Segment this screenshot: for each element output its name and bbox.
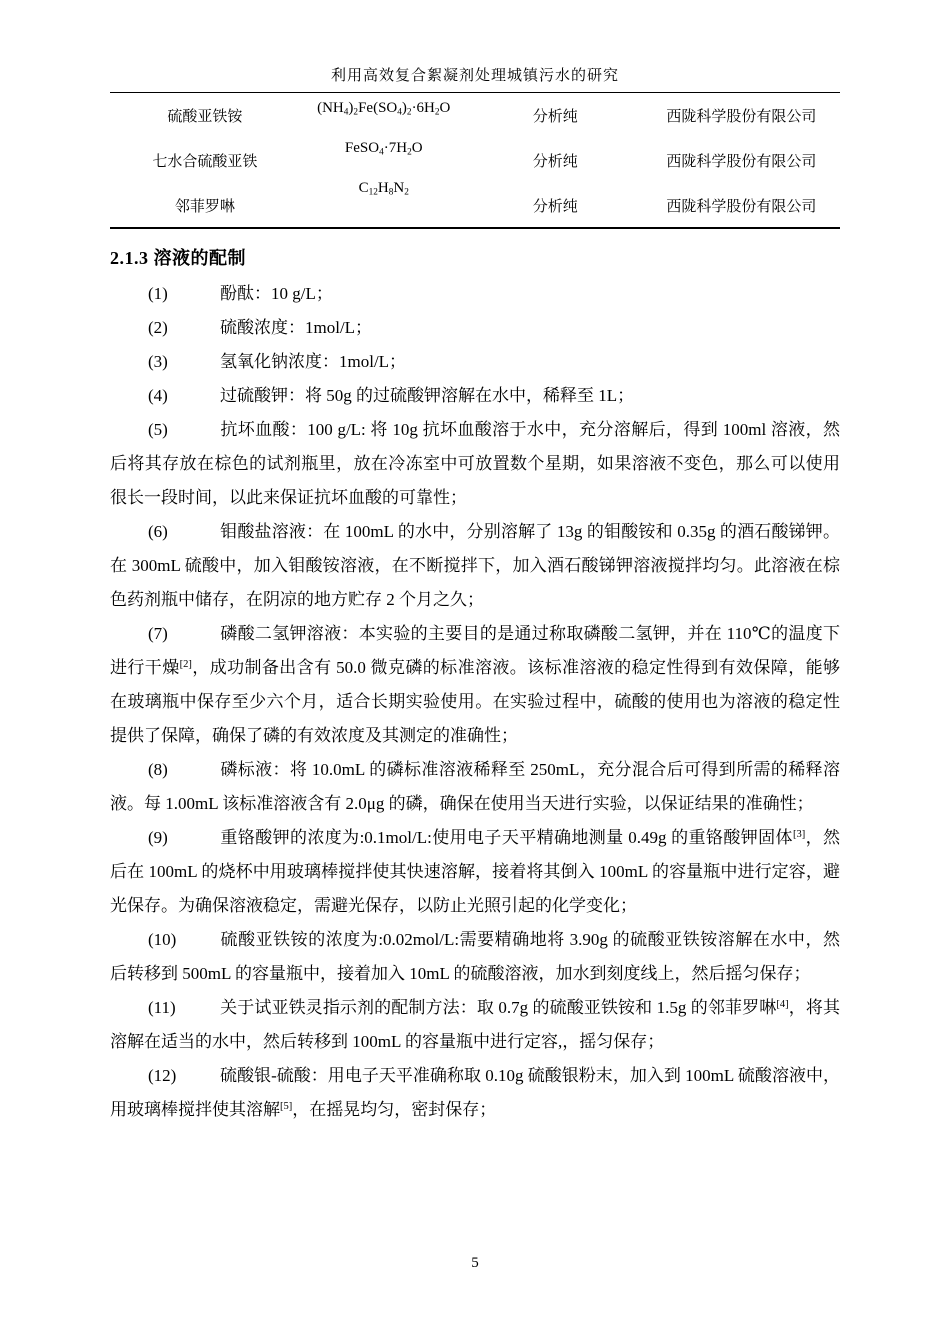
reagent-purity: 分析纯: [532, 109, 578, 125]
item-text: 氢氧化钠浓度：1mol/L；: [220, 352, 407, 371]
item-number: (7): [148, 624, 168, 643]
item-number: (3): [148, 352, 168, 371]
item-number: (12): [148, 1066, 177, 1085]
item-number: (1): [148, 284, 168, 303]
list-item: [110, 379, 840, 413]
chemical-formula: $FeSO_4\cdot 7H_2O$: [344, 140, 423, 158]
reagent-purity: 分析纯: [532, 154, 578, 170]
item-text: 硫酸亚铁铵的浓度为:0.02mol/L:需要精确地将 3.90g 的硫酸亚铁铵溶解在水中，然后转移到 500mL 的容量瓶中，接着加入 10mL 的硫酸溶液，加水到刻度线上，然后摇匀保存；: [110, 930, 840, 983]
item-text: 重铬酸钾的浓度为:0.1mol/L:使用电子天平精确地测量 0.49g 的重铬酸钾固体[3]，然后在 100mL 的烧杯中用玻璃棒搅拌使其快速溶解，接着将其倒入 100mL 的容量瓶中进行定容，避光保存。为确保溶液稳定，需避光保存，以防止光照引起的化学变化；: [110, 828, 841, 915]
list-item: [110, 1059, 840, 1127]
list-item: [110, 821, 840, 923]
item-text: 硫酸浓度：1mol/L；: [220, 318, 373, 337]
list-item: [110, 753, 840, 821]
item-text: 钼酸盐溶液：在 100mL 的水中，分别溶解了 13g 的钼酸铵和 0.35g 的酒石酸锑钾。在 300mL 硫酸中，加入钼酸铵溶液，在不断搅拌下，加入酒石酸锑钾溶液搅拌均匀。此溶液在棕色药剂瓶中储存，在阴凉的地方贮存 2 个月之久；: [110, 522, 840, 609]
reagent-name: 邻菲罗啉: [174, 198, 235, 215]
item-number: (10): [148, 930, 177, 949]
item-text: 硫酸银-硫酸：用电子天平准确称取 0.10g 硫酸银粉末，加入到 100mL 硫酸溶液中，用玻璃棒搅拌使其溶解[5]，在摇晃均匀，密封保存；: [110, 1066, 840, 1119]
reagent-supplier: 西陇科学股份有限公司: [666, 109, 817, 125]
list-item: [110, 413, 840, 515]
page-header: [110, 0, 840, 93]
list-item: [110, 991, 840, 1059]
page-number: 5: [471, 1255, 479, 1271]
list-item: [110, 515, 840, 617]
list-item: [110, 923, 840, 991]
reagent-name: 七水合硫酸亚铁: [152, 154, 258, 170]
reagent-formula: [300, 138, 468, 183]
item-text: 抗坏血酸：100 g/L: 将 10g 抗坏血酸溶于水中，充分溶解后，得到 100ml 溶液，然后将其存放在棕色的试剂瓶里，放在冷冻室中可放置数个星期，如果溶液不变色，那么可以使用很长一段时间，以此来保证抗坏血酸的可靠性；: [110, 420, 840, 507]
list-item: [110, 345, 840, 379]
table-row: [110, 183, 840, 228]
chemical-formula: $(NH_4)_2Fe(SO_4)_2\cdot 6H_2O$: [317, 100, 451, 118]
header-title: 利用高效复合絮凝剂处理城镇污水的研究: [330, 68, 619, 84]
reagent-purity: 分析纯: [532, 198, 578, 215]
item-text: 酚酞：10 g/L；: [220, 284, 333, 303]
reagent-table: [110, 93, 840, 229]
item-text: 过硫酸钾：将 50g 的过硫酸钾溶解在水中，稀释至 1L；: [220, 386, 635, 405]
reagent-supplier: 西陇科学股份有限公司: [666, 198, 817, 215]
item-number: (9): [148, 828, 168, 847]
reagent-formula: [300, 179, 468, 228]
item-text: 磷酸二氢钾溶液：本实验的主要目的是通过称取磷酸二氢钾，并在 110℃的温度下进行干燥[2]，成功制备出含有 50.0 微克磷的标准溶液。该标准溶液的稳定性得到有效保障，能够在玻璃瓶中保存至少六个月，适合长期实验使用。在实验过程中，硫酸的使用也为溶液的稳定性提供了保障，确保了磷的有效浓度及其测定的准确性；: [110, 624, 841, 745]
solution-preparation-list: [110, 277, 840, 1127]
item-text: 磷标液：将 10.0mL 的磷标准溶液稀释至 250mL，充分混合后可得到所需的稀释溶液。每 1.00mL 该标准溶液含有 2.0μg 的磷，确保在使用当天进行实验，以保证结果的准确性；: [110, 760, 840, 813]
item-number: (5): [148, 420, 168, 439]
reagent-name: 硫酸亚铁铵: [167, 109, 243, 125]
section-heading: 2.1.3 溶液的配制: [110, 248, 246, 268]
table-row: [110, 138, 840, 183]
item-number: (11): [148, 998, 176, 1017]
item-text: 关于试亚铁灵指示剂的配制方法：取 0.7g 的硫酸亚铁铵和 1.5g 的邻菲罗啉[4]，将其溶解在适当的水中，然后转移到 100mL 的容量瓶中进行定容,，摇匀保存；: [110, 998, 841, 1051]
item-number: (6): [148, 522, 168, 541]
item-number: (4): [148, 386, 168, 405]
list-item: [110, 277, 840, 311]
list-item: [110, 617, 840, 753]
chemical-formula: $C_{12}H_8N_2$: [358, 179, 409, 197]
reagent-supplier: 西陇科学股份有限公司: [666, 154, 817, 170]
reagent-formula: [300, 93, 468, 138]
item-number: (2): [148, 318, 168, 337]
list-item: [110, 311, 840, 345]
table-row: [110, 93, 840, 138]
item-number: (8): [148, 760, 168, 779]
